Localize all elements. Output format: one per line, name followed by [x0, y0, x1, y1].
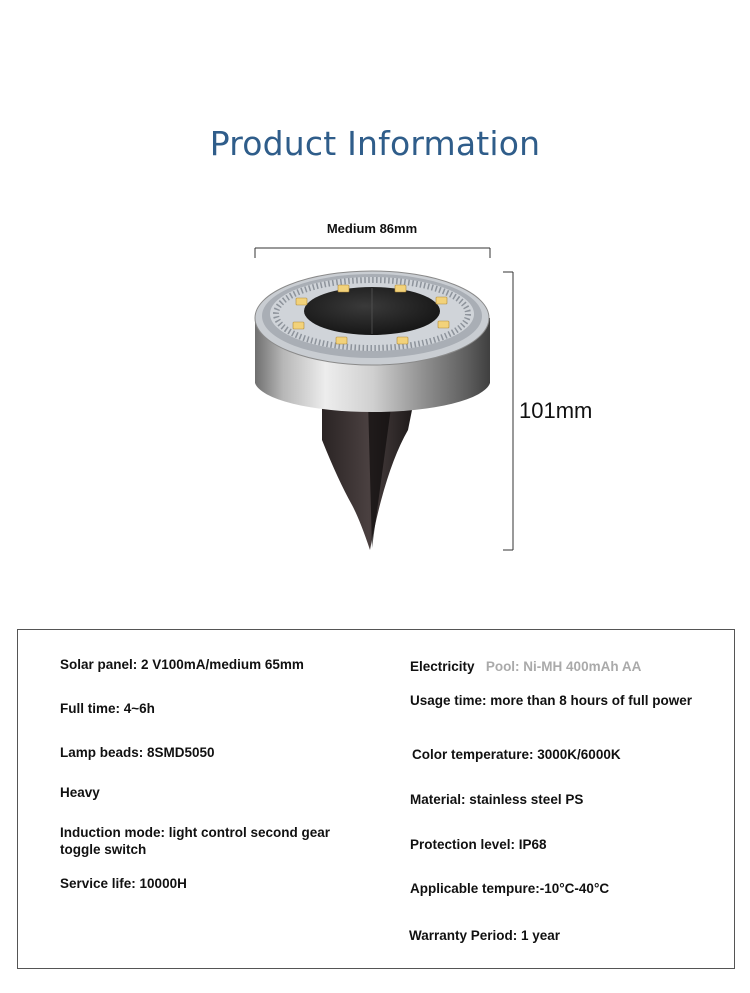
spec-electricity — [410, 658, 710, 675]
height-dimension-label: 101mm — [519, 398, 593, 423]
spec-heavy: Heavy — [60, 785, 100, 800]
spec-induction-mode: Induction mode: light control second gear toggle switch — [60, 825, 331, 857]
width-dimension-label: Medium 86mm — [326, 221, 418, 236]
spec-applicable-temperature: Applicable tempure:-10°C-40°C — [410, 881, 610, 896]
spec-usage-time: Usage time: more than 8 hours of full power — [410, 693, 693, 708]
spec-full-time: Full time: 4~6h — [60, 701, 155, 716]
width-dimension-line — [255, 248, 490, 258]
spec-service-life: Service life: 10000H — [60, 876, 187, 891]
height-dimension-line — [503, 272, 513, 550]
spec-lamp-beads: Lamp beads: 8SMD5050 — [60, 745, 215, 760]
specifications-panel — [17, 629, 735, 969]
spec-electricity-value: Pool: Ni-MH 400mAh AA — [485, 659, 642, 674]
spec-solar-panel: Solar panel: 2 V100mA/medium 65mm — [60, 657, 304, 672]
spec-electricity-label: Electricity — [410, 659, 475, 674]
spec-material: Material: stainless steel PS — [410, 792, 584, 807]
page-title: Product Information — [209, 124, 541, 163]
spec-protection-level: Protection level: IP68 — [410, 837, 547, 852]
spec-color-temperature: Color temperature: 3000K/6000K — [412, 747, 621, 762]
spec-warranty-period: Warranty Period: 1 year — [409, 928, 561, 943]
